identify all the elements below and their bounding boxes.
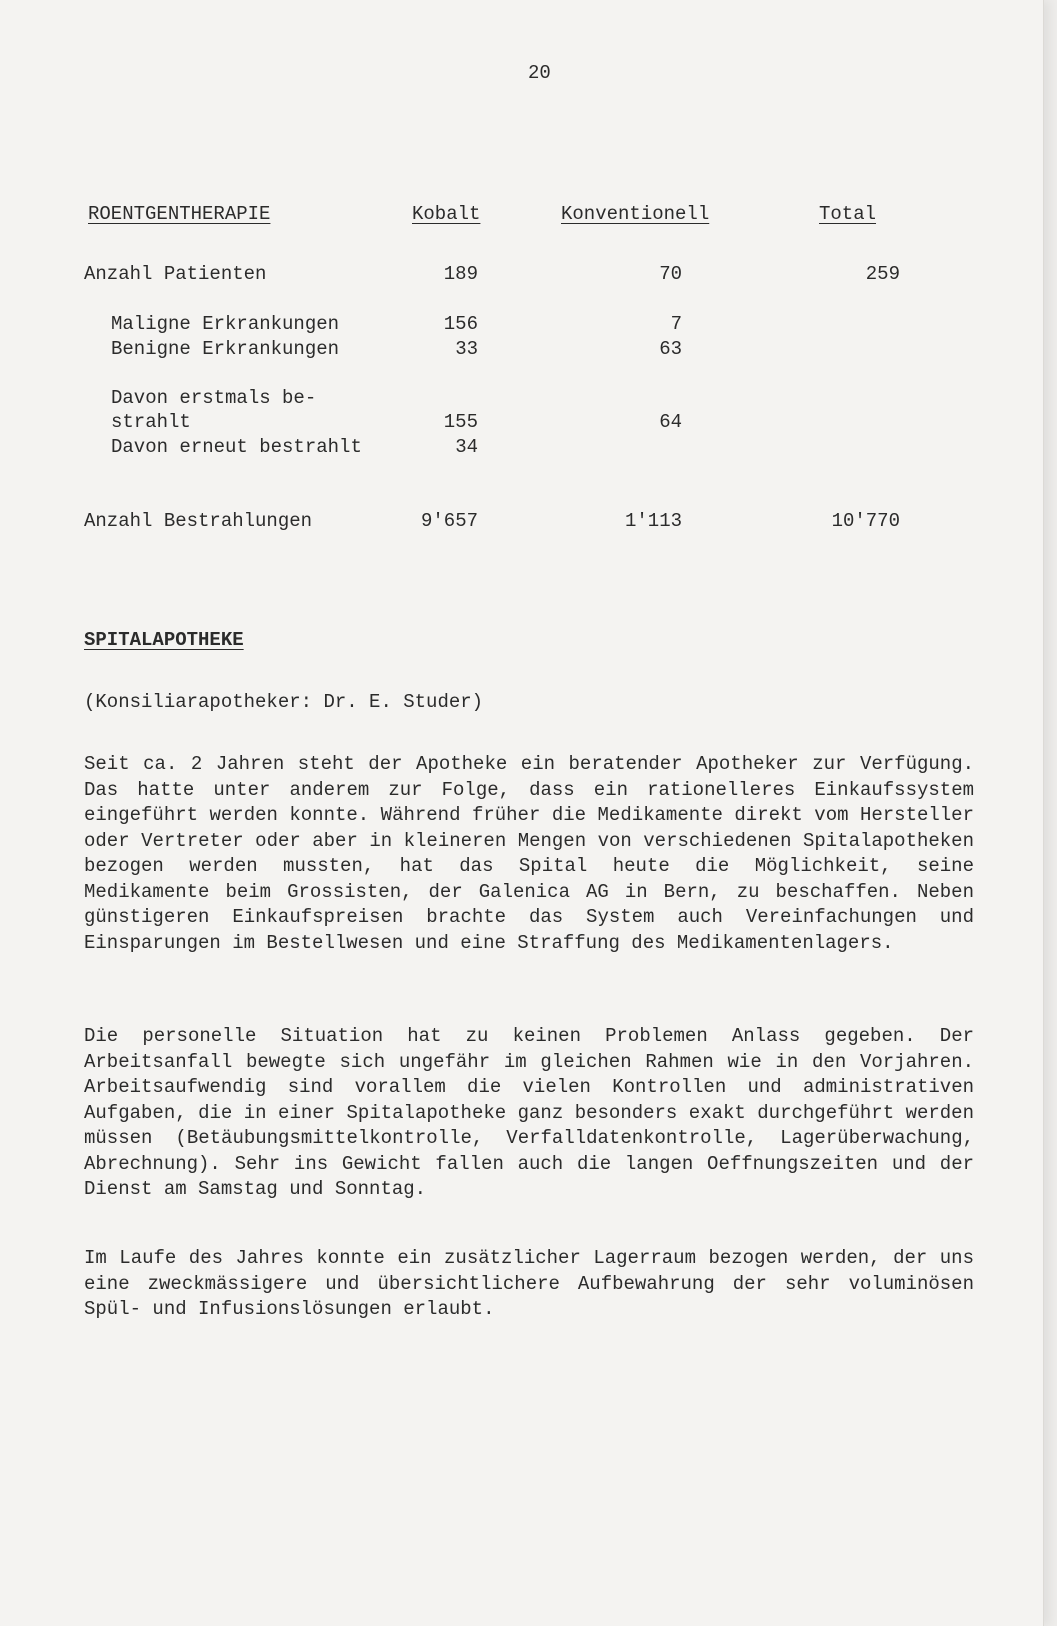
spitalapotheke-heading: SPITALAPOTHEKE [84, 629, 244, 651]
cell-kobalt: 155 [443, 411, 478, 433]
cell-konventionell: 7 [670, 313, 682, 335]
cell-konventionell: 64 [659, 411, 682, 433]
row-label-erstmals: Davon erstmals be- [111, 387, 317, 409]
page-number: 20 [528, 62, 551, 84]
paragraph-3: Im Laufe des Jahres konnte ein zusätzlicher Lagerraum bezogen werden, der uns eine zweckmässigere und übersichtlichere Aufbewahrung der sehr voluminösen Spül- und Infusionslösungen erlaubt. [84, 1247, 974, 1320]
row-label-anzahl-bestrahlungen: Anzahl Bestrahlungen [84, 510, 313, 532]
cell-kobalt: 9'657 [420, 510, 478, 532]
cell-total: 259 [865, 263, 900, 285]
cell-konventionell: 63 [659, 338, 682, 360]
cell-kobalt: 156 [443, 313, 478, 335]
paragraph-1: Seit ca. 2 Jahren steht der Apotheke ein beratender Apotheker zur Verfügung. Das hatte unter anderem zur Folge, dass ein rationelleres Einkaufssystem eingeführt werden konnte. Während früher die Medikamente direkt vom Hersteller oder Vertreter oder aber in kleineren Mengen von verschiedenen Spitalapotheken bezogen werden mussten, hat das Spital heute die Möglichkeit, seine Medikamente beim Grossisten, der Galenica AG in Bern, zu beschaffen. Neben günstigeren Einkaufspreisen brachte das System auch Vereinfachungen und Einsparungen im Bestellwesen und eine Straffung des Medikamentenlagers. [84, 753, 974, 954]
row-label-erneut: Davon erneut bestrahlt [111, 436, 362, 458]
cell-konventionell: 70 [659, 263, 682, 285]
row-label-maligne: Maligne Erkrankungen [111, 313, 340, 335]
row-label-benigne: Benigne Erkrankungen [111, 338, 340, 360]
roentgen-heading: ROENTGENTHERAPIE [88, 203, 271, 225]
cell-kobalt: 33 [455, 338, 478, 360]
col-header-kobalt: Kobalt [412, 203, 481, 225]
col-header-konventionell: Konventionell [561, 203, 710, 225]
col-header-total: Total [819, 203, 877, 225]
cell-kobalt: 34 [455, 436, 478, 458]
row-label-anzahl-patienten: Anzahl Patienten [84, 263, 267, 285]
row-label-erstmals-cont: strahlt [111, 411, 191, 433]
paragraph-2: Die personelle Situation hat zu keinen Problemen Anlass gegeben. Der Arbeitsanfall bewegte sich ungefähr im gleichen Rahmen wie in den Vorjahren. Arbeitsaufwendig sind vorallem die vielen Kontrollen und administrativen Aufgaben, die in einer Spitalapotheke ganz besonders exakt durchgeführt werden müssen (Betäubungsmittelkontrolle, Verfalldatenkontrolle, Lagerüberwachung, Abrechnung). Sehr ins Gewicht fallen auch die langen Oeffnungszeiten und der Dienst am Samstag und Sonntag. [84, 1025, 974, 1200]
konsiliar-line: (Konsiliarapotheker: Dr. E. Studer) [84, 691, 484, 713]
cell-kobalt: 189 [443, 263, 478, 285]
cell-konventionell: 1'113 [624, 510, 682, 532]
cell-total: 10'770 [831, 510, 900, 532]
